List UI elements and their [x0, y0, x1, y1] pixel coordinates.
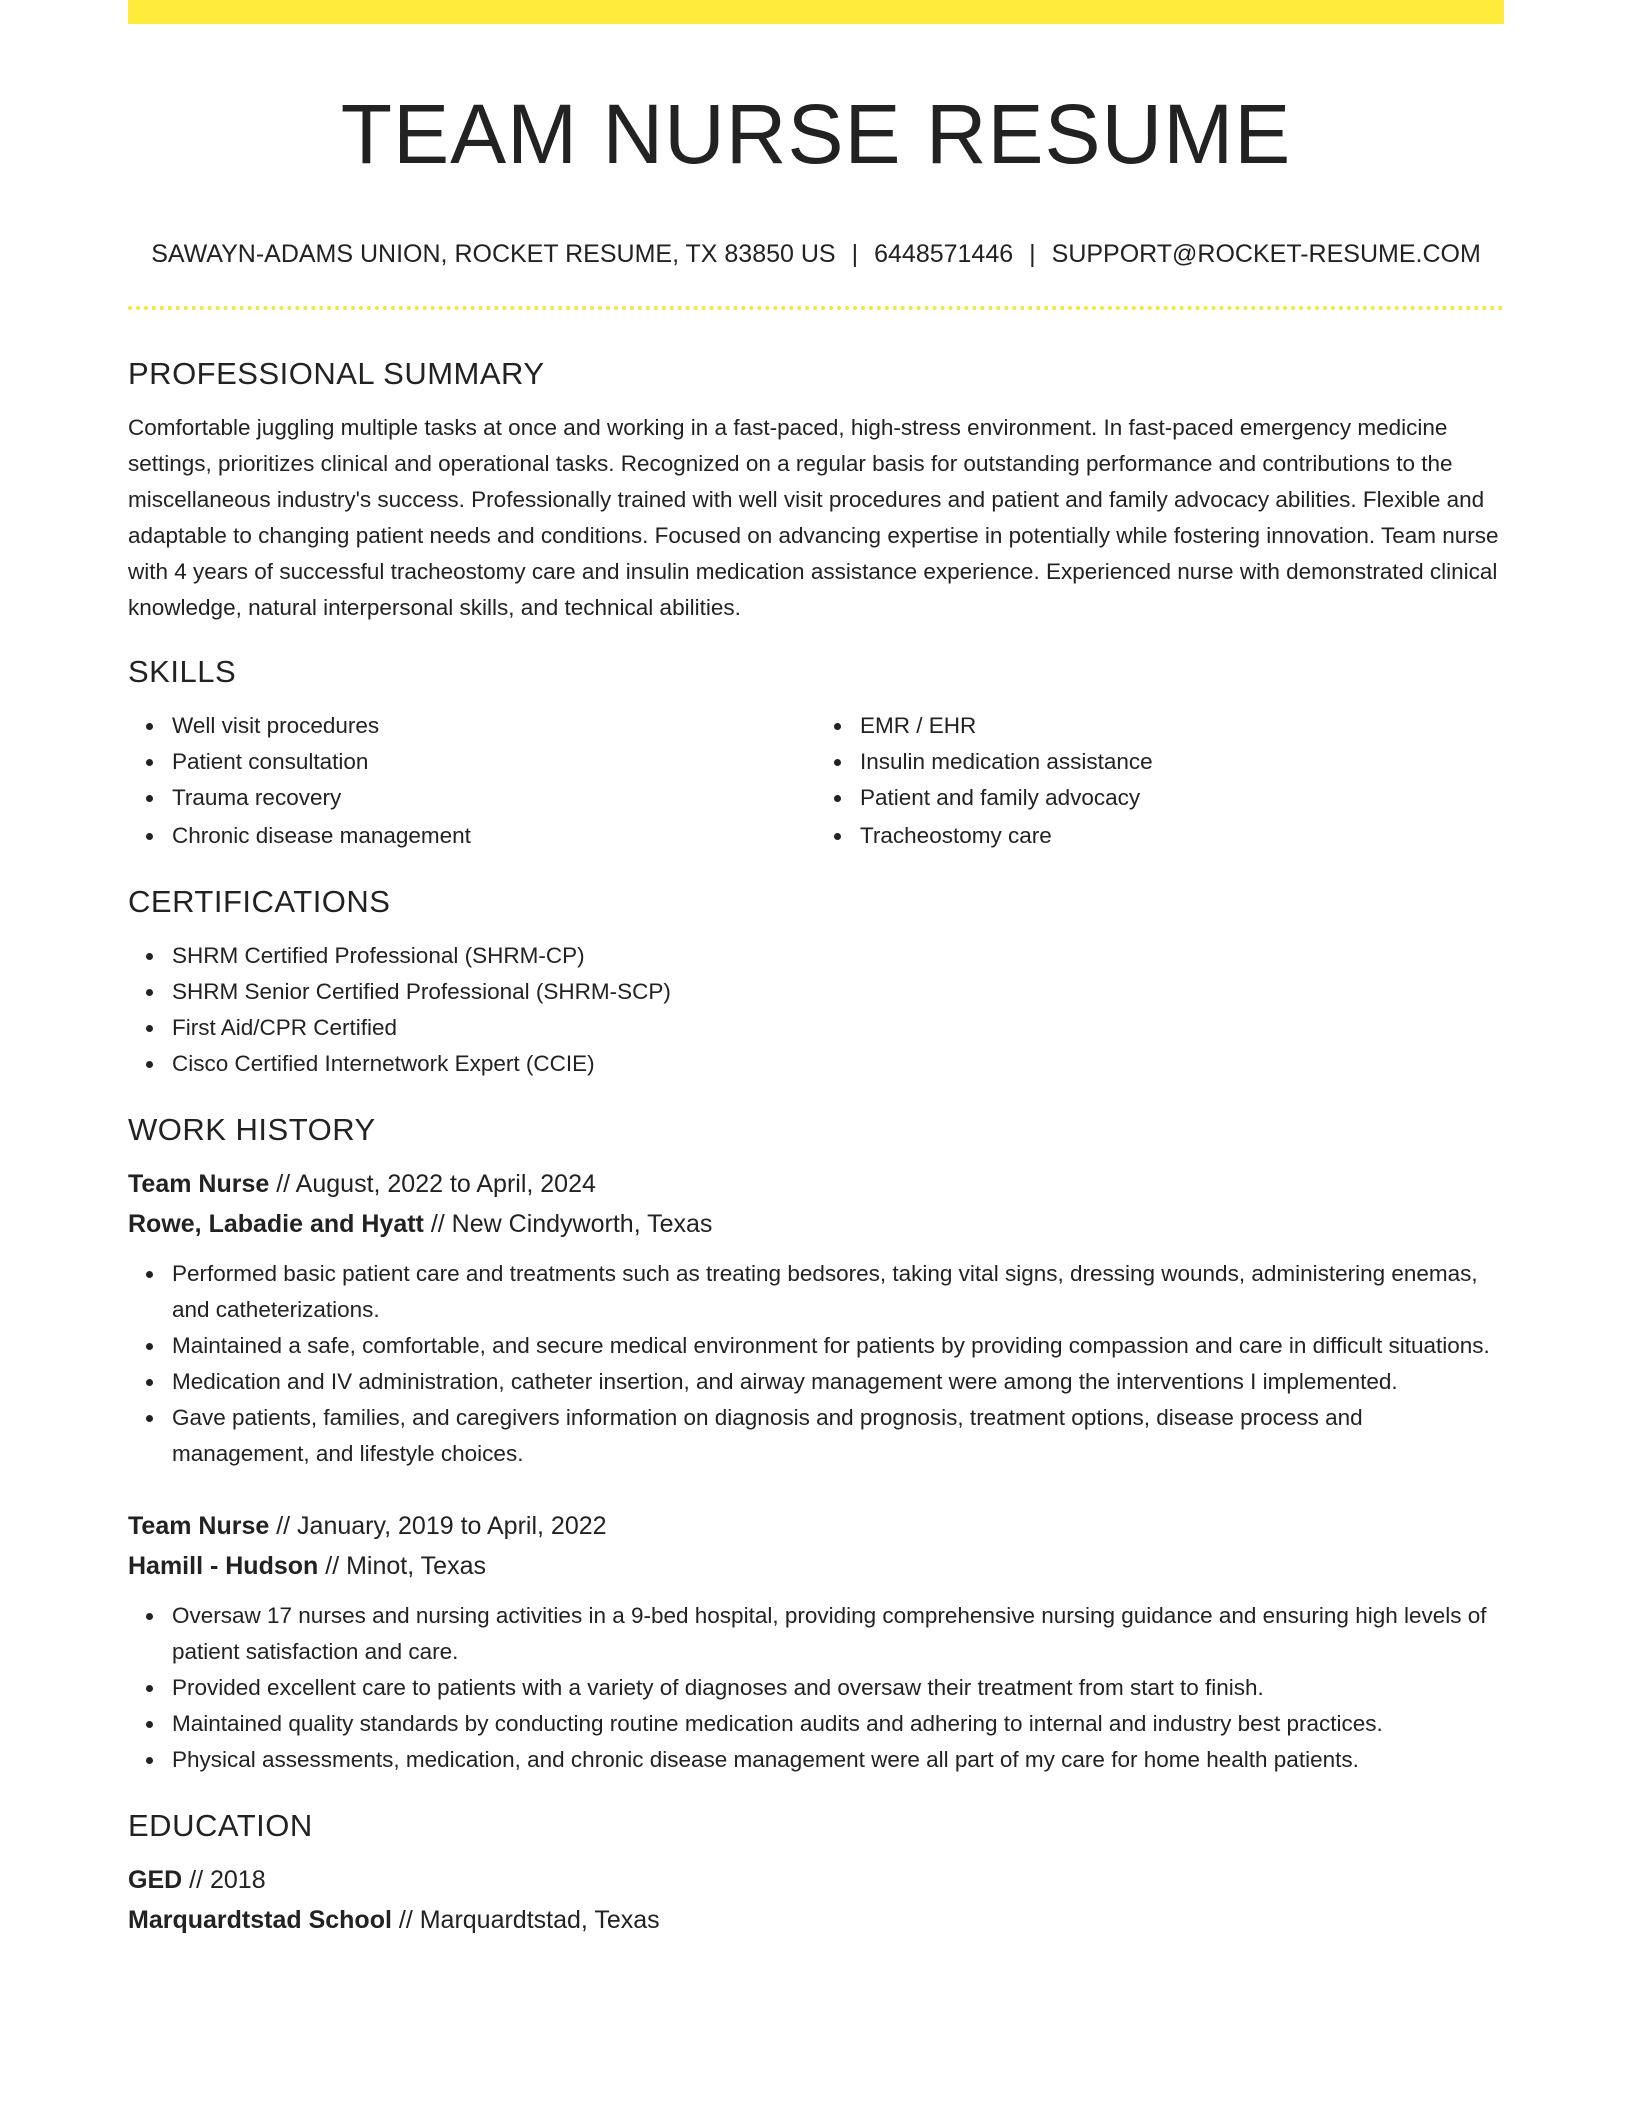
section-heading-work-history: WORK HISTORY	[128, 1112, 376, 1147]
job-duty: Provided excellent care to patients with a variety of diagnoses and oversaw their treatment from start to finish.	[172, 1670, 1504, 1706]
skill-item: Patient and family advocacy	[860, 780, 1504, 816]
job-duty: Medication and IV administration, catheter insertion, and airway management were among the interventions I implemented.	[172, 1364, 1504, 1400]
education-section	[128, 1806, 1504, 1940]
education-location: // Marquardtstad, Texas	[398, 1906, 660, 1934]
job-entry	[128, 1506, 1504, 1778]
job-duty: Physical assessments, medication, and chronic disease management were all part of my care for home health patients.	[172, 1742, 1504, 1778]
job-duties-list	[128, 1598, 1504, 1778]
contact-line	[128, 238, 1504, 270]
skill-item: Trauma recovery	[172, 780, 816, 816]
section-heading-summary: PROFESSIONAL SUMMARY	[128, 356, 545, 391]
skill-item: Chronic disease management	[172, 818, 816, 854]
job-dates: // August, 2022 to April, 2024	[276, 1170, 596, 1198]
job-duty: Oversaw 17 nurses and nursing activities in a 9-bed hospital, providing comprehensive nursing guidance and ensuring high levels of patient satisfaction and care.	[172, 1598, 1504, 1670]
skill-item: Tracheostomy care	[860, 818, 1504, 854]
job-duty: Maintained quality standards by conducting routine medication audits and adhering to internal and industry best practices.	[172, 1706, 1504, 1742]
resume-title: TEAM NURSE RESUME	[340, 87, 1292, 181]
job-title: Team Nurse	[128, 1170, 270, 1198]
job-duty: Gave patients, families, and caregivers information on diagnosis and prognosis, treatment options, disease process and management, and lifestyle choices.	[172, 1400, 1504, 1472]
job-duty: Performed basic patient care and treatments such as treating bedsores, taking vital signs, dressing wounds, administering enemas, and catheterizations.	[172, 1256, 1504, 1328]
certification-item: First Aid/CPR Certified	[172, 1010, 1504, 1046]
job-company-line	[128, 1204, 1504, 1244]
skill-item: EMR / EHR	[860, 708, 1504, 744]
address: SAWAYN-ADAMS UNION, ROCKET RESUME, TX 83850 US	[151, 240, 836, 268]
job-dates: // January, 2019 to April, 2022	[276, 1512, 607, 1540]
certifications-section	[128, 882, 1504, 1082]
work-history-section	[128, 1110, 1504, 1778]
skill-item: Well visit procedures	[172, 708, 816, 744]
job-duty: Maintained a safe, comfortable, and secure medical environment for patients by providing compassion and care in difficult situations.	[172, 1328, 1504, 1364]
skill-item: Insulin medication assistance	[860, 744, 1504, 780]
job-company: Rowe, Labadie and Hyatt	[128, 1210, 424, 1238]
skills-list-right	[816, 708, 1504, 854]
certification-item: SHRM Certified Professional (SHRM-CP)	[172, 938, 1504, 974]
separator: |	[1029, 240, 1036, 268]
job-entry	[128, 1164, 1504, 1472]
phone: 6448571446	[874, 240, 1014, 268]
certification-item: SHRM Senior Certified Professional (SHRM-SCP)	[172, 974, 1504, 1010]
skill-item: Patient consultation	[172, 744, 816, 780]
section-heading-skills: SKILLS	[128, 654, 237, 689]
job-title: Team Nurse	[128, 1512, 270, 1540]
job-location: // New Cindyworth, Texas	[430, 1210, 713, 1238]
separator: |	[851, 240, 859, 268]
job-company: Hamill - Hudson	[128, 1552, 319, 1580]
email-link[interactable]: SUPPORT@ROCKET-RESUME.COM	[1051, 240, 1481, 268]
job-location: // Minot, Texas	[325, 1552, 486, 1580]
job-title-line	[128, 1164, 1504, 1204]
certification-item: Cisco Certified Internetwork Expert (CCIE)	[172, 1046, 1504, 1082]
job-company-line	[128, 1546, 1504, 1586]
accent-bar	[128, 0, 1504, 24]
section-heading-education: EDUCATION	[128, 1808, 313, 1843]
job-title-line	[128, 1506, 1504, 1546]
education-degree: GED	[128, 1866, 183, 1894]
resume-page	[128, 0, 1504, 1940]
education-year: // 2018	[189, 1866, 266, 1894]
header-divider	[128, 306, 1504, 310]
summary-text: Comfortable juggling multiple tasks at once and working in a fast-paced, high-stress environment. In fast-paced emergency medicine settings, prioritizes clinical and operational tasks. Recognized on a regular basis for outstanding performance and contributions to the miscellaneous industry's success. Professionally trained with well visit procedures and patient and family advocacy abilities. Flexible and adaptable to changing patient needs and conditions. Focused on advancing expertise in potentially while fostering innovation. Team nurse with 4 years of successful tracheostomy care and insulin medication assistance experience. Experienced nurse with demonstrated clinical knowledge, natural interpersonal skills, and technical abilities.	[128, 415, 1499, 620]
summary-section	[128, 354, 1504, 626]
job-duties-list	[128, 1256, 1504, 1472]
education-degree-line	[128, 1860, 1504, 1900]
education-school: Marquardtstad School	[128, 1906, 392, 1934]
section-heading-certifications: CERTIFICATIONS	[128, 884, 391, 919]
skills-list-left	[128, 708, 816, 854]
education-school-line	[128, 1900, 1504, 1940]
certifications-list	[128, 938, 1504, 1082]
skills-grid	[128, 708, 1504, 854]
skills-section	[128, 652, 1504, 854]
